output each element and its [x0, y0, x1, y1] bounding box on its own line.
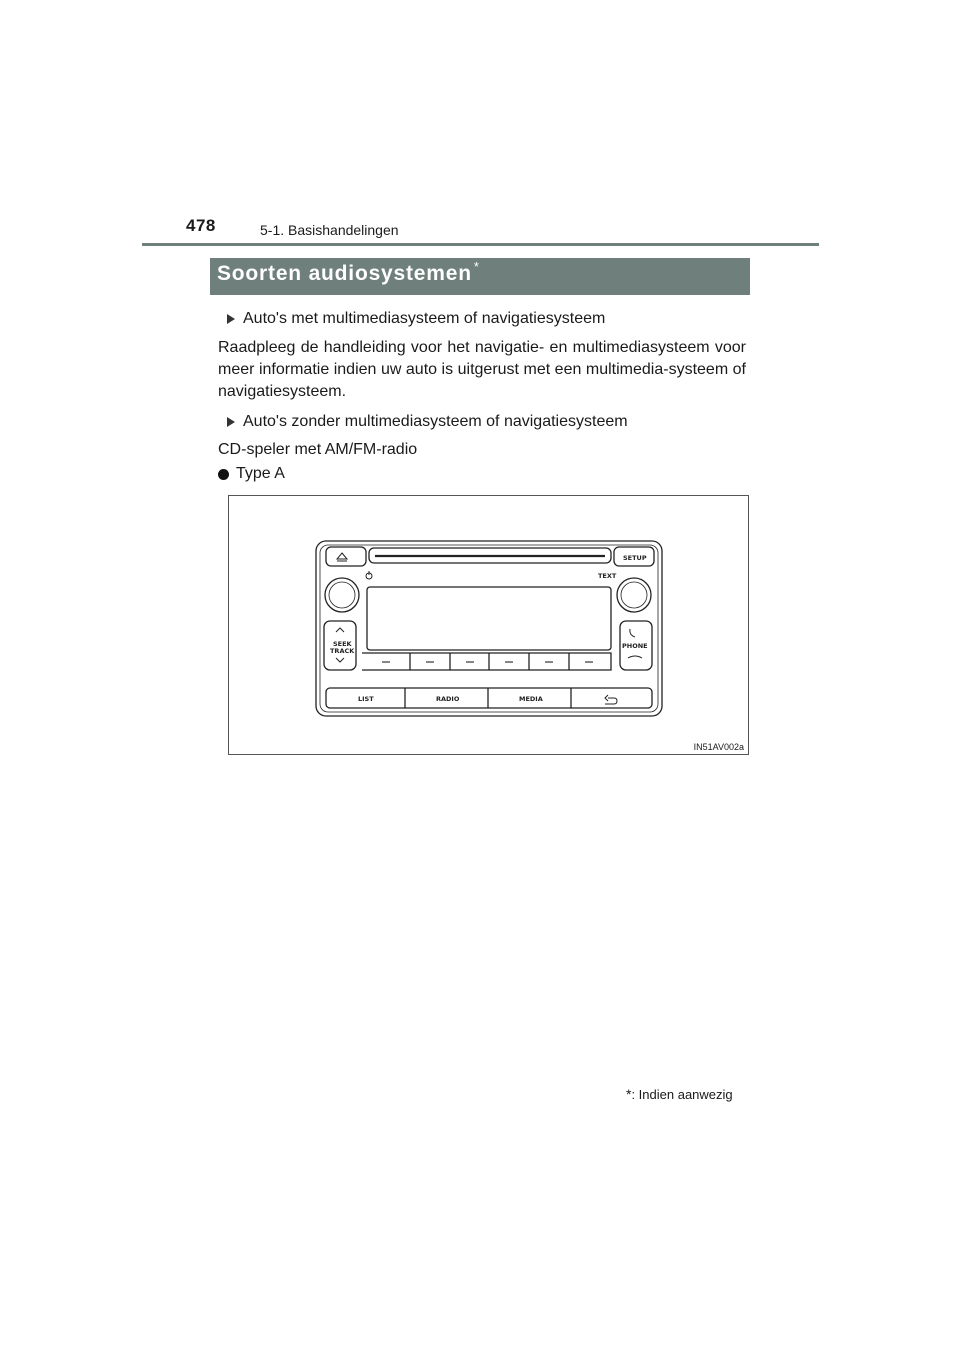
- section-title-bar: [210, 258, 750, 295]
- chevron-down-icon: [336, 658, 344, 662]
- paragraph-multimedia: Raadpleeg de handleiding voor het navigatie- en multimediasysteem voor meer informatie indien uw auto is uitgerust met een multimedia-systeem of navigatiesysteem.: [218, 339, 746, 400]
- heading-no-multimedia: [218, 413, 746, 431]
- cd-player-line: CD-speler met AM/FM-radio: [218, 441, 418, 458]
- triangle-bullet-icon: [227, 314, 235, 324]
- round-bullet-icon: [218, 469, 229, 480]
- page-number: 478: [186, 216, 216, 235]
- heading-multimedia: [218, 310, 746, 328]
- preset-row: [362, 653, 611, 670]
- footnote: [626, 1086, 733, 1102]
- section-label: 5-1. Basishandelingen: [260, 222, 399, 238]
- text-label: TEXT: [598, 572, 617, 580]
- bottom-button-row: [326, 688, 652, 708]
- type-a-label: [218, 465, 746, 483]
- heading-multimedia-text: Auto's met multimediasysteem of navigatiesysteem: [243, 310, 606, 327]
- setup-label: SETUP: [623, 554, 647, 562]
- title-asterisk: *: [473, 259, 479, 274]
- audio-unit-figure: [228, 495, 749, 755]
- audio-unit-drawing: [229, 496, 748, 754]
- phone-label: PHONE: [622, 642, 648, 650]
- type-a-text: Type A: [236, 465, 285, 482]
- triangle-bullet-icon: [227, 417, 235, 427]
- chevron-up-icon: [336, 628, 344, 632]
- section-title: Soorten audiosystemen: [217, 262, 472, 285]
- header-rule: [142, 243, 819, 246]
- eject-button: [326, 547, 366, 566]
- phone-hangup-icon: [628, 656, 642, 658]
- left-knob: [325, 578, 359, 612]
- track-label: TRACK: [330, 647, 355, 655]
- radio-label: RADIO: [436, 695, 460, 703]
- seek-label: SEEK: [333, 640, 352, 648]
- unit-outline: [316, 541, 662, 716]
- display-screen: [367, 587, 611, 650]
- content: [218, 310, 746, 483]
- footnote-asterisk: *: [626, 1086, 632, 1102]
- eject-icon: [337, 553, 347, 559]
- list-label: LIST: [358, 695, 374, 703]
- phone-pickup-icon: [630, 629, 635, 637]
- media-label: MEDIA: [519, 695, 543, 703]
- heading-no-multimedia-text: Auto's zonder multimediasysteem of navigatiesysteem: [243, 413, 628, 430]
- figure-code: IN51AV002a: [693, 742, 744, 752]
- footnote-text: : Indien aanwezig: [631, 1087, 733, 1102]
- back-icon: [605, 698, 617, 704]
- right-knob: [617, 578, 651, 612]
